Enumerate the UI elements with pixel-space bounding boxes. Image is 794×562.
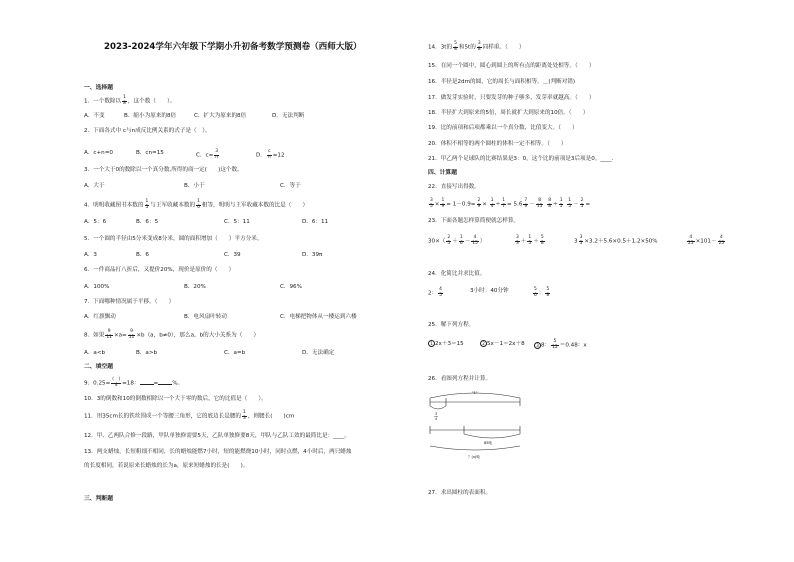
question-7: 7．下面哪种情况属于平移。（ ）: [84, 299, 175, 305]
question-11: 11．用35cm长的铁丝围成一个等腰三角形，它的底边长是腰的 $\frac{1}{3}$ ，则腰长( )cm: [84, 410, 295, 421]
q7-options: A．红旗飘动 B．电风扇叶转动 C．电梯把物体从一楼运到六楼: [84, 314, 357, 320]
section-heading-choice: 一、选择题: [84, 85, 113, 91]
q25-expressions: 1 2x＋3＝15 2 5x－1＝2x＋8 3 8： $\frac{5}{12}$ ＝0.48：x: [428, 340, 464, 348]
question-27: 27．求出圆柱的表面积。: [428, 490, 492, 496]
question-14: 14．3t的 $\frac{5}{8}$ 和5t的 $\frac{3}{8}$ 同样重。（ ）: [428, 41, 525, 52]
question-20: 20．体积不相等的两个圆柱的体积一定不相等。（ ）: [428, 141, 567, 147]
fraction: $\frac{1}{8}$: [123, 95, 126, 106]
question-13-line2: 的长度相同，若说原来长蜡烛的长为a，原来短蜡烛的长是( )。: [84, 463, 249, 469]
q24-expressions: 2： $\frac{4}{5}$ 3小时：40分钟 $\frac{5}{6}$ ： $\frac{5}{8}$: [428, 287, 550, 298]
section-heading-fill: 二、填空题: [84, 364, 113, 370]
diagram-frac-d: 4: [435, 417, 438, 421]
diagram-top-label: "1": [472, 391, 478, 395]
question-10: 10．3的倒数和10的倒数相除以一个大于零的数后，它的比值是（ ）。: [84, 396, 267, 402]
question-16: 16．半径是2dm的圆，它的周长与面积相等。＿(判断对错): [428, 79, 576, 85]
q6-options: A．100% B．20% C．96%: [84, 284, 302, 290]
question-8: 8．如果 $\frac{9}{11}$ ×a= $\frac{9}{11}$ ×b（a，b≠0），那么a，b的大小关系为（ ）: [84, 329, 260, 340]
page-title: 2023-2024学年六年级下学期小升初备考数学预测卷（西师大版）: [104, 42, 362, 52]
question-2: 2．下面各式中 c与n成反比例关系的式子是（ ）。: [84, 128, 211, 134]
question-22: 22．直接写出得数。: [428, 184, 480, 190]
bottom-brace: [430, 446, 520, 450]
section-heading-judge: 三、判断题: [84, 496, 113, 502]
question-15: 15．在同一个圆中，圆心到圆上的所有点的距离处处相等。（ ）: [428, 63, 595, 69]
segment-diagram: [428, 390, 528, 460]
question-18: 18．半径扩大到原来的5倍，周长就扩大到原来的10倍。（ ）: [428, 110, 589, 116]
q23-expressions: 30×（ $\frac{2}{5}$ ＋ $\frac{1}{6}$ － $\frac{4}{15}$ ） $\frac{3}{3}$ ＋ $\frac{1}{5}$ ＋ $\frac{5}{8}$ 3 $\frac{3}{5}$ ×3.2＋5.6×0.5＋1.2×50% $\frac{4}{25}$ ×101－ $\frac{4}{25}$: [428, 235, 725, 246]
question-9: 9．0.25= $\frac{( )}{4}$ =18： = %。: [84, 377, 184, 388]
q8-options: A．a<b B．a>b C．a=b D．无法确定: [84, 350, 335, 356]
q2-options: A．c+n=0 B．cn=15 C．c= $\frac{3}{n}$ D． $\frac{c}{n}$ =12: [84, 149, 285, 160]
question-6: 6．一件商品打八折后，又提价20%，现价是原价的（ ）: [84, 267, 235, 273]
question-21: 21．甲乙两个足球队的比赛结果是3：0，这个比的前项是3后项是0。____．: [428, 156, 618, 162]
question-12: 12．甲、乙两队合修一段路，甲队单独修需要5天，乙队单独修要8天，甲队与乙队工效的最简比是：____。: [84, 433, 350, 439]
question-25: 25．解下列方程。: [428, 322, 475, 328]
mid-brace: [464, 434, 520, 438]
question-23: 23．下面各题怎样算简便就怎样算。: [428, 218, 520, 224]
q3-options: A．大于 B．小于 C．等于: [84, 183, 301, 189]
diagram-mid-label: 85吨: [484, 441, 492, 445]
fraction-brace: [430, 406, 446, 409]
question-17: 17．做发芽实验时，只要发芽的种子够多，发芽率就越高。（ ）: [428, 95, 595, 101]
question-19: 19．比的前项和后项都乘以一个真分数，比值变大。（ ）: [428, 125, 578, 131]
q1-options: A．不变 B．缩小为原来的8倍 C．扩大为原来的8倍 D．无法判断: [84, 113, 305, 119]
q22-expressions: $\frac{3}{5}$ × $\frac{1}{9}$ = 1－0.9= $\frac{2}{9}$ × $\frac{1}{4}$ ÷ $\frac{1}{7}$ = 5.6 $\frac{7}{9}$ － $\frac{8}{15}$ $\frac{8}{8}$ ÷ $\frac{1}{5}$ $\frac{1}{5}$ － $\frac{2}{5}$ =: [430, 198, 591, 209]
question-3: 3．一个大于0的数除以一个真分数,所得的商一定( )这个数。: [84, 167, 243, 173]
question-5: 5．一个圆的半径由5分米变成8分米，圆的面积增加（ ）平方分米。: [84, 236, 263, 242]
question-4: 4．明明收藏图书本数的 $\frac{1}{5}$ 与王军收藏本数的 $\frac{1}{6}$ 相等，明明与王军收藏本数的比是（ ）: [84, 199, 309, 210]
q5-options: A．3 B．6 C．39 D．39π: [84, 252, 323, 258]
diagram-bottom-label: ？(x)吨: [468, 455, 480, 459]
question-13-line1: 13．两支蜡烛，长短粗细不相同，长的蜡烛能燃7小时，短的能燃烧10小时，同时点燃，4小时后，两只蜡烛: [84, 449, 352, 455]
diagram-frac-n: 3: [435, 412, 438, 416]
section-heading-calc: 四、计算题: [428, 170, 457, 176]
question-24: 24．化简比并求比值。: [428, 271, 486, 277]
question-26: 26．看图列方程并计算。: [428, 376, 492, 382]
q4-options: A．5：6 B．6：5 C．5：11 D．6：11: [84, 219, 329, 225]
question-1: 1．一个数除以 $\frac{1}{8}$ ，这个数（ ）。: [84, 95, 176, 106]
